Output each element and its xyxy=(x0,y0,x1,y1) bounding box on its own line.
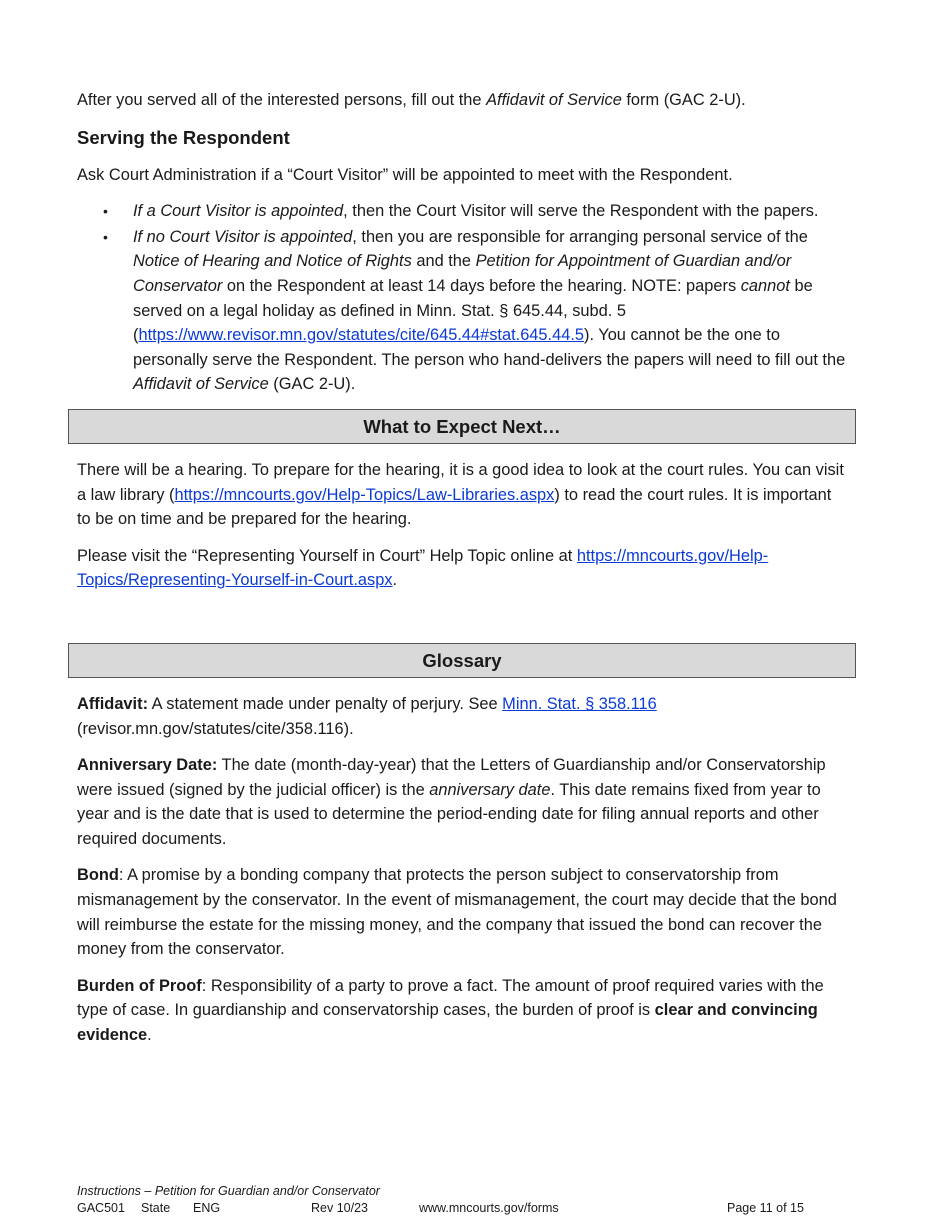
revisor-statute-link[interactable]: https://www.revisor.mn.gov/statutes/cite/645.44#stat.645.44.5 xyxy=(138,326,584,345)
paragraph-court-visitor-intro: Ask Court Administration if a “Court Visitor” will be appointed to meet with the Respondent. xyxy=(77,165,733,184)
banner-what-to-expect-next: What to Expect Next… xyxy=(68,409,856,444)
banner-glossary: Glossary xyxy=(68,643,856,678)
list-item: • If no Court Visitor is appointed, then you are responsible for arranging personal service of the Notice of Hearing and Notice of Rights and the Petition for Appointment of Guardian and/or Conservator on the Respondent at least 14 days before the hearing. NOTE: papers cannot be served on a legal holiday as defined in Minn. Stat. § 645.44, subd. 5 (https://www.revisor.mn.gov/statutes/cite/645.44#stat.645.44.5). You cannot be the one to personally serve the Respondent. The person who hand-delivers the papers will need to fill out the Affidavit of Service (GAC 2-U). xyxy=(77,225,847,397)
heading-serving-respondent: Serving the Respondent xyxy=(77,126,290,148)
glossary-term: Affidavit: xyxy=(77,694,149,713)
representing-yourself-link[interactable]: https://mncourts.gov/Help-Topics/Representing-Yourself-in-Court.aspx xyxy=(77,546,769,590)
page-footer xyxy=(77,1183,817,1217)
footer-revision: Rev 10/23 xyxy=(311,1201,368,1215)
footer-info-row xyxy=(77,1200,817,1217)
footer-form-number: GAC501 xyxy=(77,1201,125,1215)
footer-website: www.mncourts.gov/forms xyxy=(419,1201,559,1215)
glossary-term: Burden of Proof xyxy=(77,976,202,995)
glossary-entry-affidavit: Affidavit: A statement made under penalty of perjury. See Minn. Stat. § 358.116 (revisor.mn.gov/statutes/cite/358.116). xyxy=(77,694,657,738)
glossary-entry-anniversary-date: Anniversary Date: The date (month-day-year) that the Letters of Guardianship and/or Conservatorship were issued (signed by the judicial officer) is the anniversary date. This date remains fixed from year to year and is the date that is used to determine the period-ending date for filing annual reports and other required documents. xyxy=(77,756,826,848)
paragraph-affidavit-after-service: After you served all of the interested persons, fill out the Affidavit of Service form (GAC 2-U). xyxy=(77,91,746,109)
bullet-icon: • xyxy=(103,203,108,220)
paragraph-representing-yourself: Please visit the “Representing Yourself in Court” Help Topic online at https://mncourts.gov/Help-Topics/Representing-Yourself-in-Court.aspx. xyxy=(77,546,769,590)
footer-state: State xyxy=(141,1201,171,1215)
glossary-term: Anniversary Date: xyxy=(77,756,218,775)
bullet-icon: • xyxy=(103,228,108,245)
paragraph-hearing: There will be a hearing. To prepare for the hearing, it is a good idea to look at the court rules. You can visit a law library (https://mncourts.gov/Help-Topics/Law-Libraries.aspx) to read the court rules. It is important to be on time and be prepared for the hearing. xyxy=(77,460,844,529)
document-body xyxy=(77,88,847,1060)
serving-bullet-list xyxy=(77,199,847,397)
list-item: • If a Court Visitor is appointed, then the Court Visitor will serve the Respondent with the papers. xyxy=(77,199,847,224)
glossary-entry-burden-of-proof: Burden of Proof: Responsibility of a party to prove a fact. The amount of proof required varies with the type of case. In guardianship and conservatorship cases, the burden of proof is clear and convincing evidence. xyxy=(77,976,824,1045)
footer-document-title: Instructions – Petition for Guardian and/or Conservator xyxy=(77,1184,380,1198)
minn-stat-358-116-link[interactable]: Minn. Stat. § 358.116 xyxy=(502,694,657,713)
glossary-term: Bond xyxy=(77,866,119,885)
footer-page-number: Page 11 of 15 xyxy=(727,1201,804,1215)
law-libraries-link[interactable]: https://mncourts.gov/Help-Topics/Law-Libraries.aspx xyxy=(174,485,555,504)
footer-language: ENG xyxy=(193,1201,221,1215)
glossary-entry-bond: Bond: A promise by a bonding company that protects the person subject to conservatorship from mismanagement by the conservator. In the event of mismanagement, the court may decide that the bond will reimburse the estate for the missing money, and the company that issued the bond can recover the money from the conservator. xyxy=(77,866,837,959)
